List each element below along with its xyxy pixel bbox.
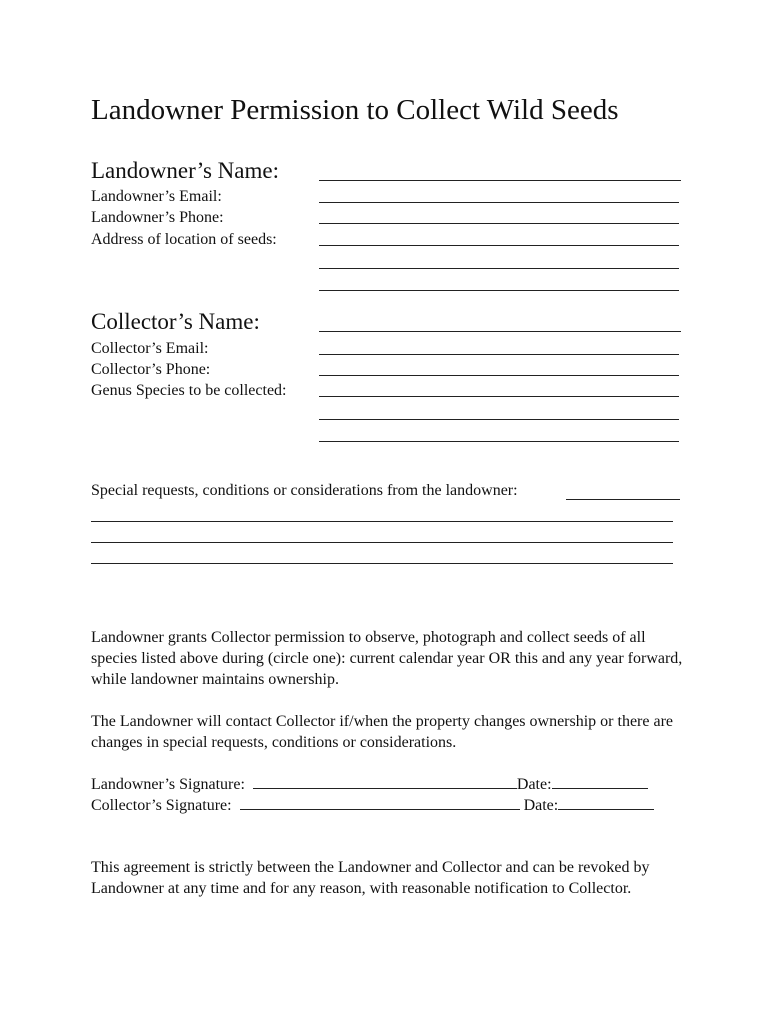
collector-signature-row bbox=[91, 795, 654, 815]
collector-phone-label: Collector’s Phone: bbox=[91, 361, 211, 378]
species-label: Genus Species to be collected: bbox=[91, 382, 287, 399]
collector-email-label: Collector’s Email: bbox=[91, 340, 209, 357]
species-field-line-2[interactable] bbox=[319, 419, 679, 420]
collector-email-field[interactable] bbox=[319, 354, 679, 355]
species-field-line-1[interactable] bbox=[319, 396, 679, 397]
landowner-signature-label: Landowner’s Signature: bbox=[91, 776, 245, 793]
landowner-date-field[interactable] bbox=[552, 774, 648, 789]
collector-name-row bbox=[91, 309, 681, 335]
address-row-2 bbox=[91, 250, 681, 272]
species-row-2 bbox=[91, 401, 681, 423]
special-requests-field-line-4[interactable] bbox=[91, 563, 673, 564]
landowner-email-label: Landowner’s Email: bbox=[91, 188, 222, 205]
address-field-line-1[interactable] bbox=[319, 245, 679, 246]
landowner-signature-field[interactable] bbox=[253, 774, 517, 789]
landowner-signature-row bbox=[91, 774, 648, 794]
species-row bbox=[91, 378, 681, 400]
collector-signature-field[interactable] bbox=[240, 795, 520, 810]
collector-name-label: Collector’s Name: bbox=[91, 309, 260, 334]
special-requests-field-line-1[interactable] bbox=[566, 499, 680, 500]
collector-email-row bbox=[91, 336, 681, 358]
collector-date-label: Date: bbox=[523, 797, 559, 814]
landowner-email-field[interactable] bbox=[319, 202, 679, 203]
landowner-email-row bbox=[91, 184, 681, 206]
address-field-line-3[interactable] bbox=[319, 290, 679, 291]
address-row-3 bbox=[91, 272, 681, 294]
landowner-phone-label: Landowner’s Phone: bbox=[91, 209, 224, 226]
landowner-name-field[interactable] bbox=[319, 180, 681, 181]
collector-name-field[interactable] bbox=[319, 331, 681, 332]
species-field-line-3[interactable] bbox=[319, 441, 679, 442]
special-requests-field-line-2[interactable] bbox=[91, 521, 673, 522]
address-label: Address of location of seeds: bbox=[91, 231, 277, 248]
permission-paragraph: Landowner grants Collector permission to observe, photograph and collect seeds of all species listed above during (circle one): current calendar year OR this and any year forward, while landowner maintains ownership. bbox=[91, 629, 683, 688]
contact-paragraph: The Landowner will contact Collector if/when the property changes ownership or there are changes in special requests, conditions or considerations. bbox=[91, 713, 674, 751]
address-field-line-2[interactable] bbox=[319, 268, 679, 269]
document-title: Landowner Permission to Collect Wild Seeds bbox=[91, 94, 619, 126]
landowner-name-row bbox=[91, 158, 681, 184]
landowner-phone-row bbox=[91, 205, 681, 227]
species-row-3 bbox=[91, 423, 681, 445]
landowner-date-label: Date: bbox=[516, 776, 552, 793]
special-requests-label: Special requests, conditions or considerations from the landowner: bbox=[91, 482, 518, 499]
special-requests-field-line-3[interactable] bbox=[91, 542, 673, 543]
collector-phone-field[interactable] bbox=[319, 375, 679, 376]
landowner-name-label: Landowner’s Name: bbox=[91, 158, 279, 183]
collector-signature-label: Collector’s Signature: bbox=[91, 797, 232, 814]
agreement-paragraph: This agreement is strictly between the Landowner and Collector and can be revoked by Landowner at any time and for any reason, with reasonable notification to Collector. bbox=[91, 859, 650, 897]
collector-phone-row bbox=[91, 357, 681, 379]
address-row bbox=[91, 227, 681, 249]
collector-date-field[interactable] bbox=[558, 795, 654, 810]
landowner-phone-field[interactable] bbox=[319, 223, 679, 224]
